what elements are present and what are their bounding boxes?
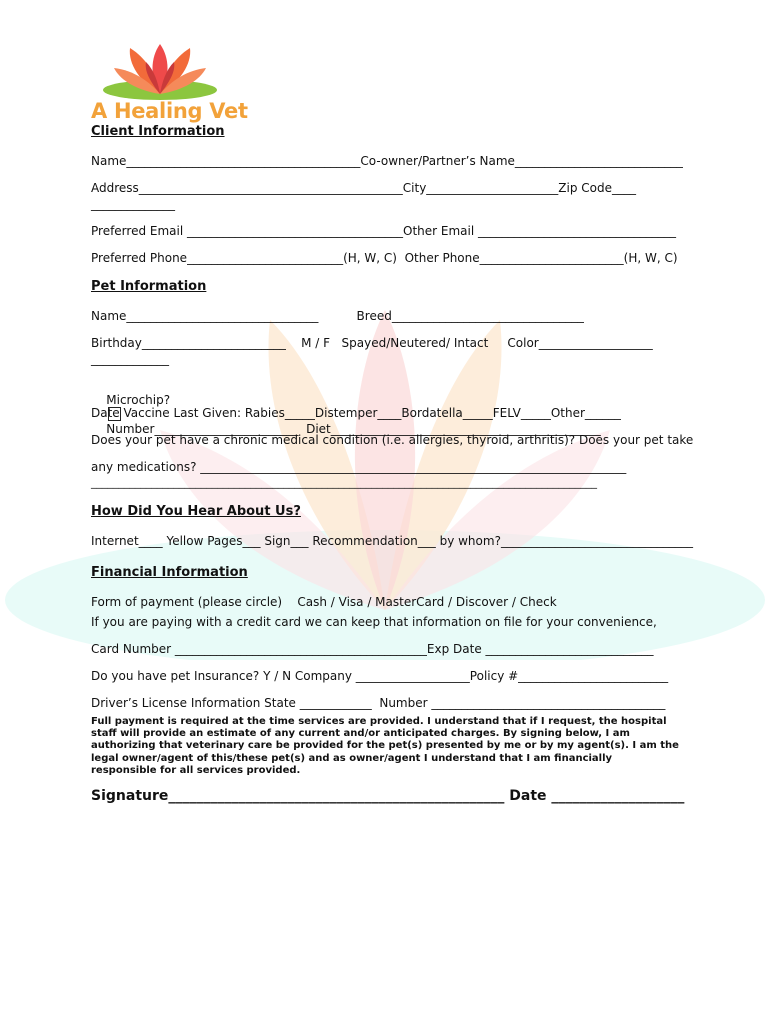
signature-date-field[interactable]: Signature________________________________________________ Date ___________________ xyxy=(91,788,685,804)
pet-birthday-continuation-field[interactable]: _____________ xyxy=(91,352,169,366)
insurance-field[interactable]: Do you have pet Insurance? Y / N Company ___________________Policy #_________________________ xyxy=(91,669,669,683)
address-field[interactable]: Address____________________________________________City______________________Zip Code____ xyxy=(91,181,637,195)
pet-name-breed-field[interactable]: Name________________________________ Breed________________________________ xyxy=(91,309,584,323)
address-continuation-field[interactable]: ______________ xyxy=(91,197,175,211)
drivers-license-field[interactable]: Driver’s License Information State ____________ Number _______________________________________ xyxy=(91,696,666,710)
client-name-field[interactable]: Name_______________________________________Co-owner/Partner’s Name____________________________ xyxy=(91,154,683,168)
client-information-heading: Client Information xyxy=(91,124,225,139)
medical-condition-question: Does your pet have a chronic medical condition (i.e. allergies, thyroid, arthritis)? Does your pet take xyxy=(91,433,694,447)
medications-continuation-field[interactable]: ____________________________________________________________________________________________ xyxy=(91,476,597,489)
hear-about-us-heading: How Did You Hear About Us? xyxy=(91,504,301,519)
lotus-logo-icon xyxy=(100,42,220,104)
pet-information-heading: Pet Information xyxy=(91,279,207,294)
card-number-field[interactable]: Card Number __________________________________________Exp Date ____________________________ xyxy=(91,642,654,656)
vaccine-field[interactable]: Date Vaccine Last Given: Rabies_____Distemper____Bordatella_____FELV_____Other______ xyxy=(91,406,621,420)
microchip-label: Microchip? xyxy=(106,393,171,407)
payment-agreement-text: Full payment is required at the time services are provided. I understand that if I request, the hospital staff will provide an estimate of any current and/or anticipated charges. By signing below, I am authorizing that veterinary care be provided for the pet(s) presented by me or by my agent(s). I am the legal owner/agent of this/these pet(s) and as owner/agent I understand that I am financially responsible for all services provided. xyxy=(91,716,679,776)
financial-information-heading: Financial Information xyxy=(91,565,248,580)
email-field[interactable]: Preferred Email ____________________________________Other Email _________________________________ xyxy=(91,224,676,238)
referral-field[interactable]: Internet____ Yellow Pages___ Sign___ Recommendation___ by whom?________________________________ xyxy=(91,534,693,548)
pet-birthday-field[interactable]: Birthday________________________ M / F Spayed/Neutered/ Intact Color___________________ xyxy=(91,336,653,350)
phone-field[interactable]: Preferred Phone__________________________(H, W, C) Other Phone________________________(H, W, C) xyxy=(91,251,678,265)
brand-name: A Healing Vet xyxy=(91,99,248,123)
credit-card-note: If you are paying with a credit card we can keep that information on file for your convenience, xyxy=(91,615,657,629)
microchip-number-diet-field[interactable]: Number________________________ Diet_____________________________________________ xyxy=(106,422,601,436)
medications-field[interactable]: any medications? _______________________________________________________________________ xyxy=(91,460,627,474)
payment-method-line: Form of payment (please circle) Cash / Visa / MasterCard / Discover / Check xyxy=(91,595,557,609)
